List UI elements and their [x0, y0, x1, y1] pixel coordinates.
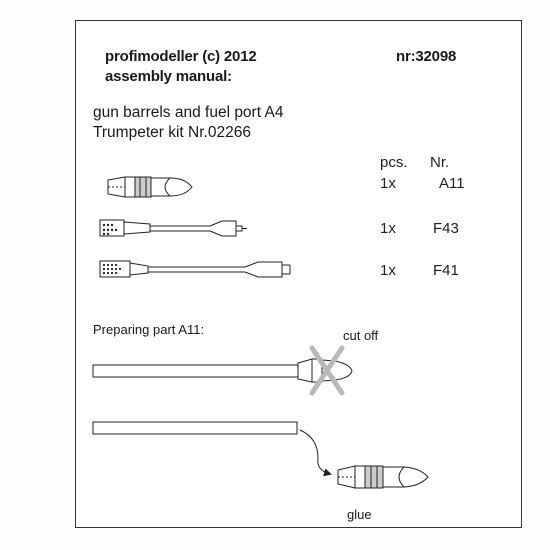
- row-2-qty: 1x: [380, 220, 396, 237]
- a11-barrel-diagram: [93, 359, 352, 382]
- barrel-tube-long-icon: [100, 261, 290, 277]
- cut-off-label: cut off: [343, 328, 379, 343]
- manual-label: assembly manual:: [105, 68, 232, 85]
- row-1-part: A11: [439, 175, 465, 192]
- glue-label: glue: [347, 507, 372, 522]
- row-3-qty: 1x: [380, 262, 396, 279]
- glued-end-piece-icon: [338, 466, 428, 488]
- column-nr: Nr.: [430, 154, 450, 171]
- preparation-label: Preparing part A11:: [93, 322, 205, 337]
- gun-barrel-icon: [108, 177, 192, 197]
- title-line-1: gun barrels and fuel port A4: [93, 104, 284, 121]
- row-1-qty: 1x: [380, 175, 396, 192]
- barrel-tube-diagram: [93, 422, 330, 474]
- barrel-tube-short-icon: [100, 220, 247, 236]
- row-3-part: F41: [433, 262, 459, 279]
- row-2-part: F43: [433, 220, 459, 237]
- brand-text: profimodeller (c) 2012: [105, 48, 257, 65]
- product-number: nr:32098: [396, 48, 457, 65]
- column-pcs: pcs.: [380, 154, 408, 171]
- title-line-2: Trumpeter kit Nr.02266: [93, 124, 251, 141]
